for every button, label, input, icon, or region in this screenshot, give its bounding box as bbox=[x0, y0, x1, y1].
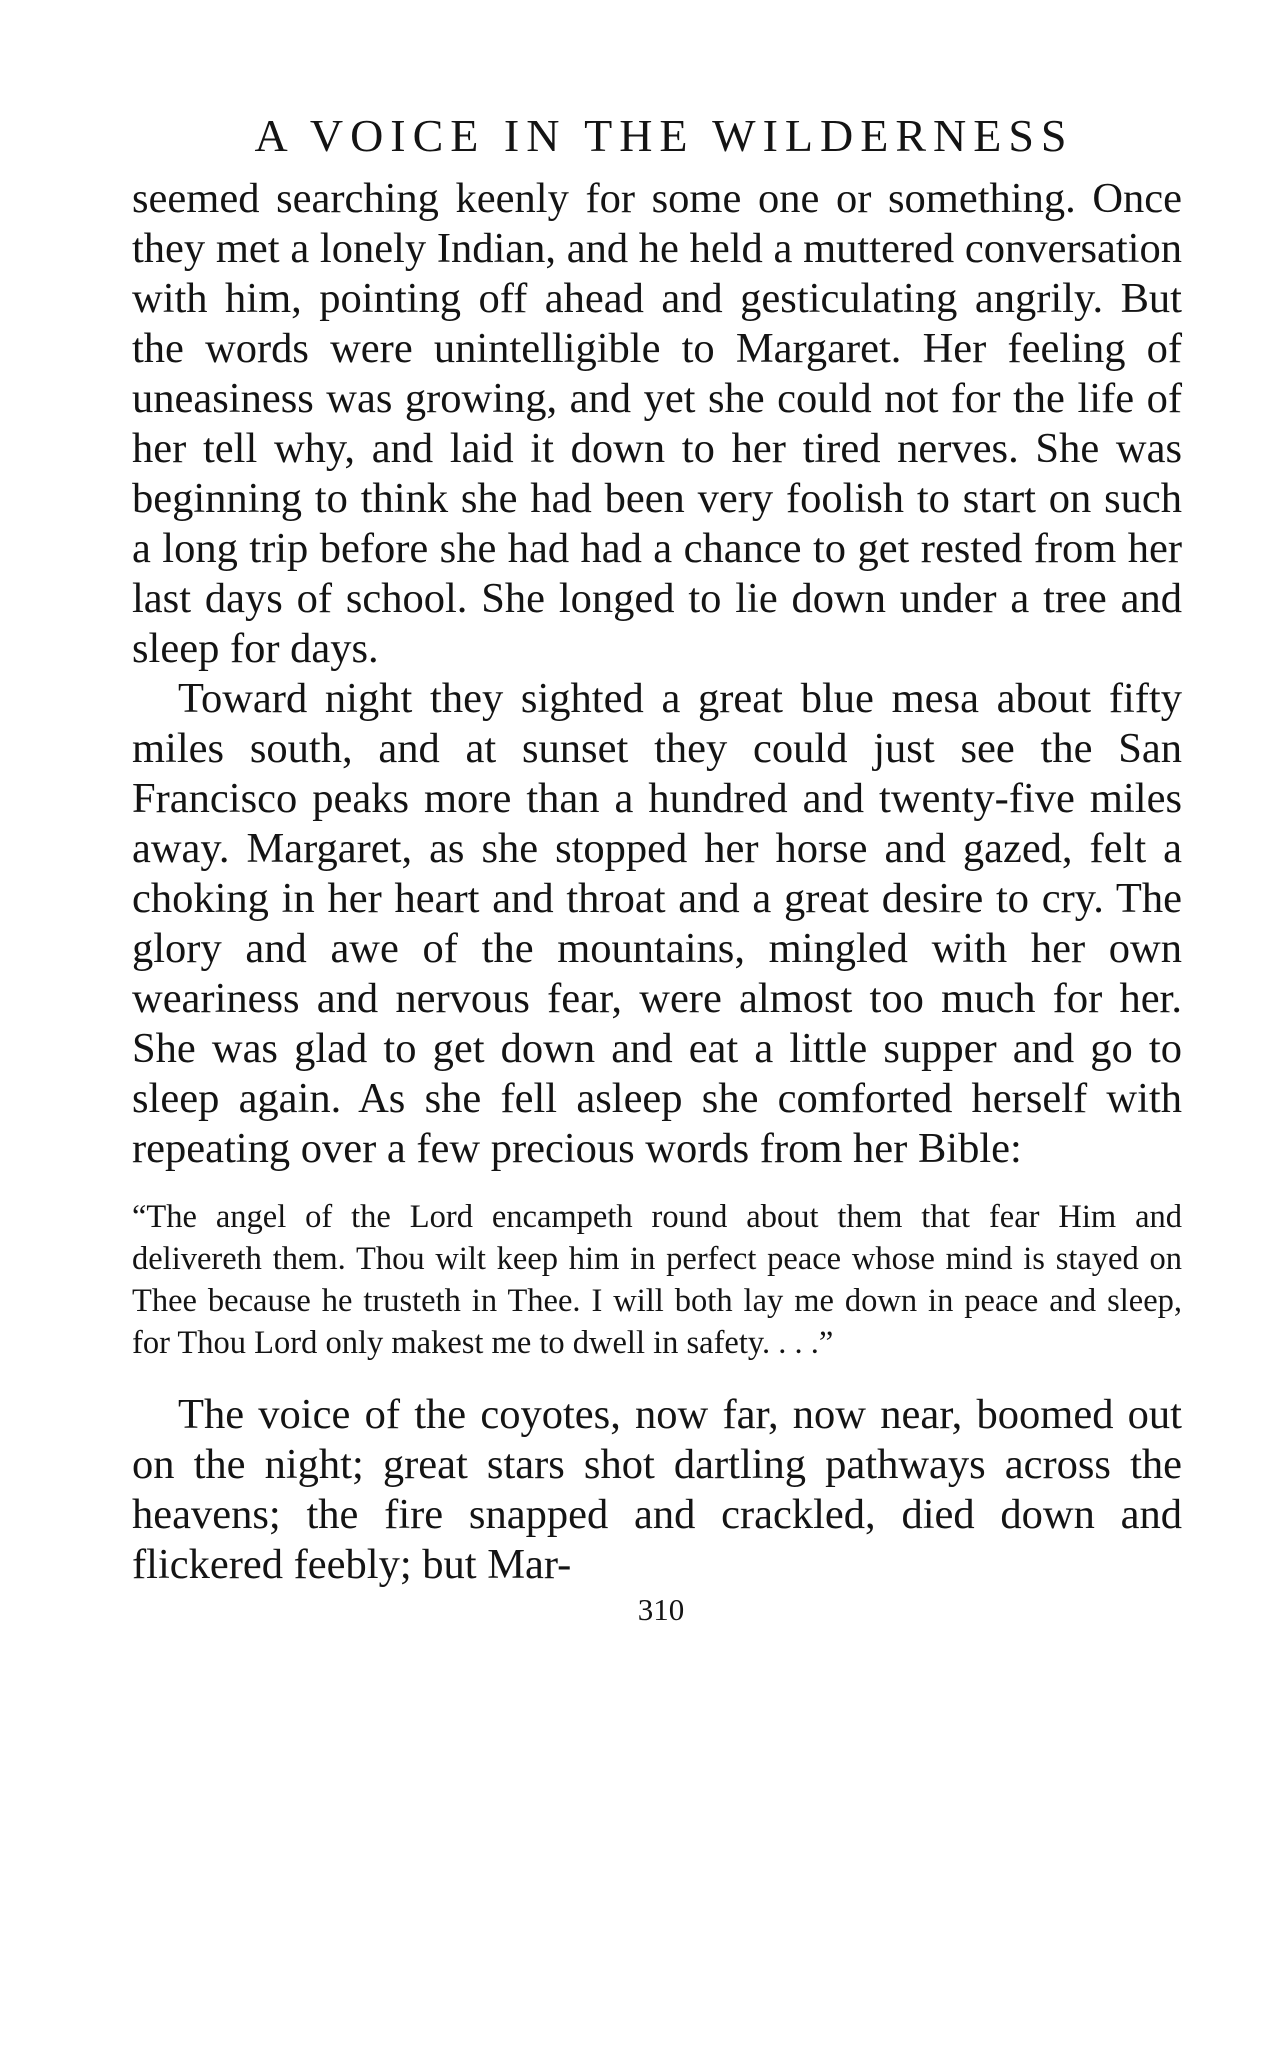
paragraph-toward-night: Toward night they sighted a great blue mesa about fifty miles south, and at sunset they could just see the San Francisco peaks more than a hundred and twenty-five miles away. Margaret, as she stopped her horse and gazed, felt a choking in her heart and throat and a great desire to cry. The glory and awe of the mountains, mingled with her own weariness and nervous fear, were almost too much for her. She was glad to get down and eat a little supper and go to sleep again. As she fell asleep she comforted herself with repeating over a few precious words from her Bible: bbox=[132, 675, 1182, 1172]
running-head: A VOICE IN THE WILDERNESS bbox=[254, 110, 1074, 161]
paragraph-coyotes: The voice of the coyotes, now far, now near, boomed out on the night; great stars shot dartling pathways across the heavens; the fire snapped and crackled, died down and flickered feebly; but Mar- bbox=[132, 1391, 1182, 1588]
bible-quotation: “The angel of the Lord encampeth round about them that fear Him and delivereth them. Thou wilt keep him in perfect peace whose mind is stayed on Thee because he trusteth in Thee. I will both lay me down in peace and sleep, for Thou Lord only makest me to dwell in safety. . . .” bbox=[132, 1199, 1182, 1361]
book-page bbox=[132, 108, 1182, 1628]
page-number: 310 bbox=[637, 1592, 685, 1627]
body-text bbox=[132, 174, 1182, 1590]
paragraph-continuation: seemed searching keenly for some one or something. Once they met a lonely Indian, and he held a muttered conversation with him, pointing off ahead and gesticulating angrily. But the words were unintelligible to Margaret. Her feeling of uneasiness was growing, and yet she could not for the life of her tell why, and laid it down to her tired nerves. She was beginning to think she had been very foolish to start on such a long trip before she had had a chance to get rested from her last days of school. She longed to lie down under a tree and sleep for days. bbox=[132, 175, 1182, 672]
